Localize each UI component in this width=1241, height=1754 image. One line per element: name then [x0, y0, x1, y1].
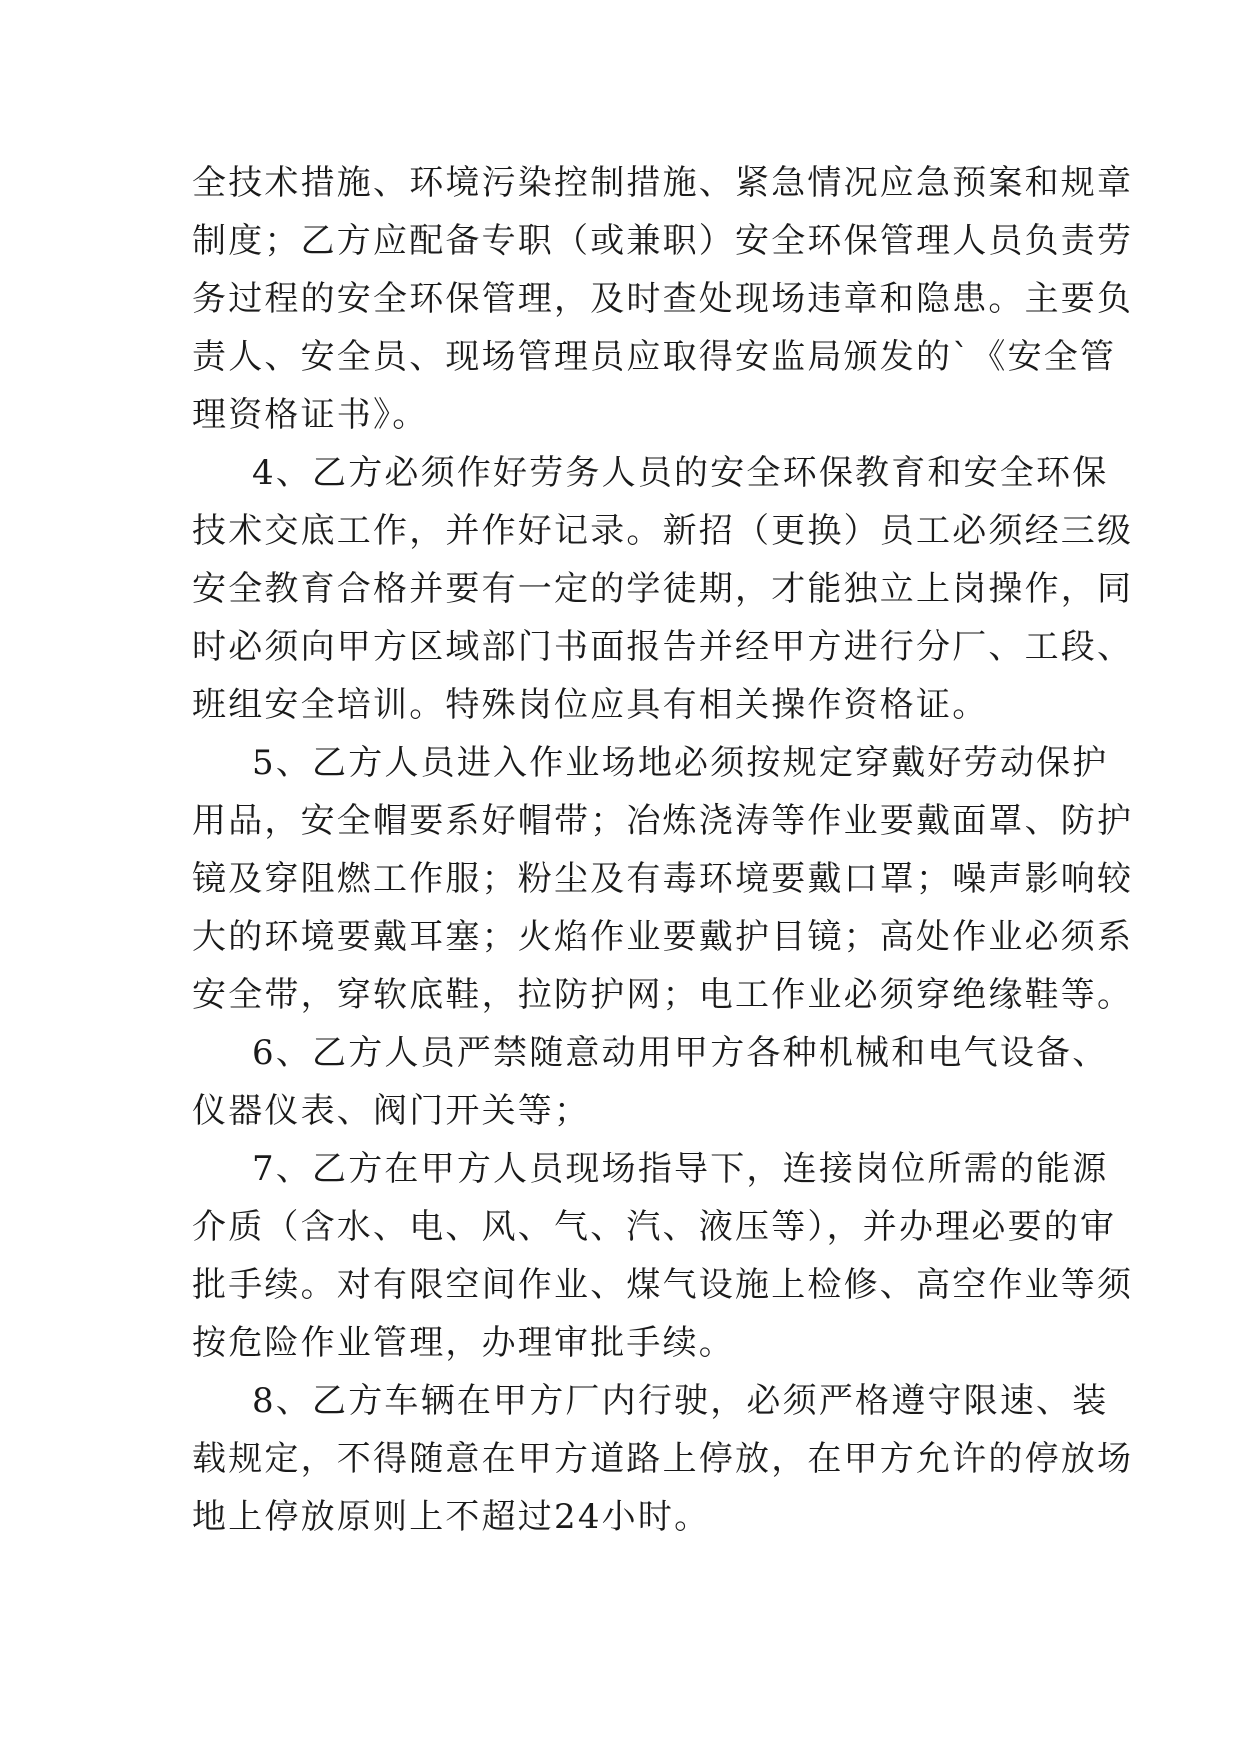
clause-7-first-line: 7、乙方在甲方人员现场指导下，连接岗位所需的能源	[252, 1149, 1109, 1189]
document-body	[192, 154, 1134, 1546]
clause-5-first-line: 5、乙方人员进入作业场地必须按规定穿戴好劳动保护	[252, 743, 1109, 783]
body-line-1: 全技术措施、环境污染控制措施、紧急情况应急预案和规章	[192, 163, 1134, 203]
body-line-3: 务过程的安全环保管理，及时查处现场违章和隐患。主要负	[192, 279, 1134, 319]
body-line-9: 时必须向甲方区域部门书面报告并经甲方进行分厂、工段、	[192, 627, 1134, 667]
body-line-24: 地上停放原则上不超过24小时。	[192, 1497, 711, 1537]
body-line-4: 责人、安全员、现场管理员应取得安监局颁发的`《安全管	[192, 337, 1117, 377]
body-line-17: 仪器仪表、阀门开关等；	[192, 1091, 591, 1131]
body-line-2: 制度；乙方应配备专职（或兼职）安全环保管理人员负责劳	[192, 221, 1134, 261]
body-line-19: 介质（含水、电、风、气、汽、液压等），并办理必要的审	[192, 1207, 1117, 1247]
body-line-10: 班组安全培训。特殊岗位应具有相关操作资格证。	[192, 685, 989, 725]
body-line-14: 大的环境要戴耳塞；火焰作业要戴护目镜；高处作业必须系	[192, 917, 1134, 957]
clause-6-first-line: 6、乙方人员严禁随意动用甲方各种机械和电气设备、	[252, 1033, 1109, 1073]
body-line-5: 理资格证书》。	[192, 395, 429, 435]
body-line-7: 技术交底工作，并作好记录。新招（更换）员工必须经三级	[192, 511, 1134, 551]
body-line-21: 按危险作业管理，办理审批手续。	[192, 1323, 735, 1363]
body-line-8: 安全教育合格并要有一定的学徒期，才能独立上岗操作，同	[192, 569, 1134, 609]
body-line-20: 批手续。对有限空间作业、煤气设施上检修、高空作业等须	[192, 1265, 1134, 1305]
body-line-12: 用品，安全帽要系好帽带；冶炼浇涛等作业要戴面罩、防护	[192, 801, 1134, 841]
clause-8-first-line: 8、乙方车辆在甲方厂内行驶，必须严格遵守限速、装	[252, 1381, 1109, 1421]
body-line-23: 载规定，不得随意在甲方道路上停放，在甲方允许的停放场	[192, 1439, 1134, 1479]
body-line-15: 安全带，穿软底鞋，拉防护网；电工作业必须穿绝缘鞋等。	[192, 975, 1134, 1015]
clause-4-first-line: 4、乙方必须作好劳务人员的安全环保教育和安全环保	[252, 453, 1109, 493]
body-line-13: 镜及穿阻燃工作服；粉尘及有毒环境要戴口罩；噪声影响较	[192, 859, 1134, 899]
